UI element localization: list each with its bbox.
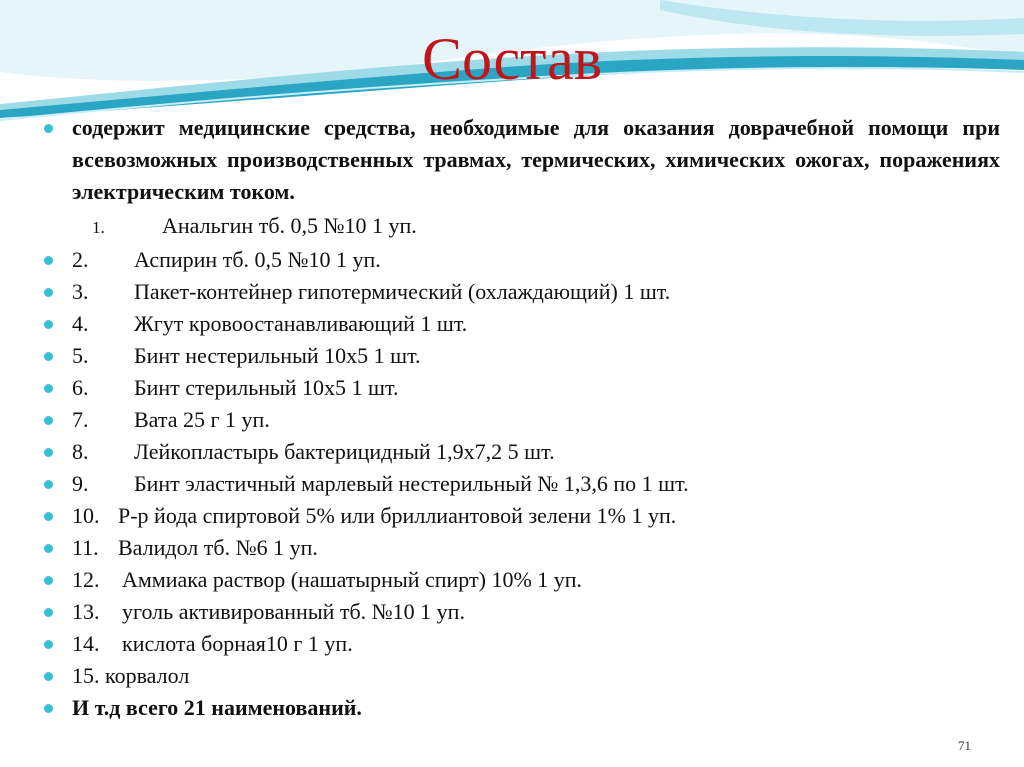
list-item-number: 13. [72,599,100,624]
list-item-number: 10. [72,503,100,528]
list-item-number: 8. [72,439,89,464]
list-item-12 [44,564,1000,596]
bullet-icon [44,544,53,553]
bullet-icon [44,416,53,425]
page-number: 71 [958,738,971,753]
list-item-number: 6. [72,375,89,400]
list-item-13 [44,596,1000,628]
intro-paragraph [44,112,1000,210]
list-item-number: 5. [72,343,89,368]
bullet-icon [44,576,53,585]
bullet-icon [44,672,53,681]
list-item-number: 3. [72,279,89,304]
list-item-number: 14. [72,631,100,656]
list-item-9 [44,468,1000,500]
final-note [44,692,1000,724]
list-item-15 [44,660,1000,692]
list-item-number: 9. [72,471,89,496]
list-item-text: Аммиака раствор (нашатырный спирт) 10% 1 уп. [122,567,583,592]
bullet-icon [44,320,53,329]
list-item-text: Жгут кровоостанавливающий 1 шт. [134,311,468,336]
bullet-icon [44,256,53,265]
list-item-text: Аспирин тб. 0,5 №10 1 уп. [134,247,381,272]
list-item-number: 11. [72,535,99,560]
bullet-icon [44,448,53,457]
bullet-icon [44,480,53,489]
intro-text: содержит медицинские средства, необходимые для оказания доврачебной помощи при всевозможных производственных травмах, термических, химических ожогах, поражениях электрическим током. [72,115,1000,204]
list-item-4 [44,308,1000,340]
list-item-number: 1. [92,218,105,237]
list-item-text: Р-р йода спиртовой 5% или бриллиантовой зелени 1% 1 уп. [118,503,677,528]
list-item-2 [44,244,1000,276]
list-item-number: 15. [72,663,100,688]
list-item-11 [44,532,1000,564]
list-item-number: 2. [72,247,89,272]
bullet-icon [44,512,53,521]
list-item-1 [44,210,1000,244]
list-item-3 [44,276,1000,308]
list-item-text: Бинт нестерильный 10х5 1 шт. [134,343,421,368]
bullet-icon [44,124,53,133]
list-item-text: Анальгин тб. 0,5 №10 1 уп. [162,213,417,238]
list-item-5 [44,340,1000,372]
list-item-number: 12. [72,567,100,592]
bullet-icon [44,384,53,393]
list-item-6 [44,372,1000,404]
list-item-text: корвалол [105,663,190,688]
list-item-text: Лейкопластырь бактерицидный 1,9х7,2 5 шт. [134,439,555,464]
list-item-8 [44,436,1000,468]
bullet-icon [44,640,53,649]
list-item-7 [44,404,1000,436]
list-item-number: 4. [72,311,89,336]
list-item-14 [44,628,1000,660]
list-item-10 [44,500,1000,532]
list-item-text: Пакет-контейнер гипотермический (охлаждающий) 1 шт. [134,279,671,304]
slide-title: Состав [421,26,603,92]
list-item-text: уголь активированный тб. №10 1 уп. [122,599,465,624]
list-item-text: Бинт эластичный марлевый нестерильный № 1,3,6 по 1 шт. [134,471,689,496]
bullet-icon [44,352,53,361]
list-item-text: Валидол тб. №6 1 уп. [118,535,318,560]
bullet-icon [44,288,53,297]
bullet-icon [44,704,53,713]
bullet-icon [44,608,53,617]
list-item-number: 7. [72,407,89,432]
list-item-text: Бинт стерильный 10х5 1 шт. [134,375,399,400]
slide-content [44,112,1000,724]
final-note-text: И т.д всего 21 наименований. [72,695,362,720]
list-item-text: кислота борная10 г 1 уп. [122,631,353,656]
list-item-text: Вата 25 г 1 уп. [134,407,270,432]
